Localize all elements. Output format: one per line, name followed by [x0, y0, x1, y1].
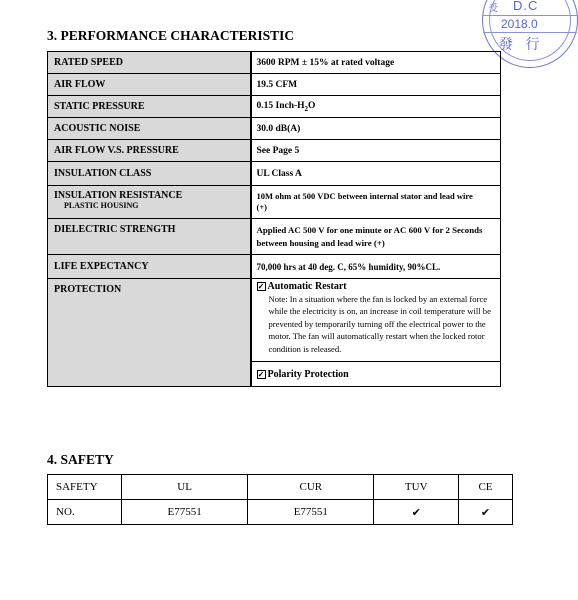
row-label	[48, 186, 251, 219]
table-row	[48, 96, 501, 118]
row-label: ACOUSTIC NOISE	[48, 118, 251, 140]
checkmark-icon: ✔	[374, 500, 459, 525]
safety-table	[47, 474, 513, 525]
row-label-text: INSULATION RESISTANCE	[54, 190, 183, 201]
table-row	[48, 186, 501, 219]
column-header: TUV	[374, 475, 459, 500]
stamp-text: D.C	[513, 0, 539, 13]
table-row	[48, 279, 501, 362]
table-row	[48, 140, 501, 162]
checkbox-checked-icon: ✓	[257, 369, 265, 379]
value-text: 0.15 Inch-H	[256, 100, 305, 111]
subscript: 2	[304, 104, 309, 113]
row-sublabel: PLASTIC HOUSING	[64, 201, 139, 210]
table-row	[48, 52, 501, 74]
column-header: SAFETY	[48, 475, 122, 500]
row-label: DIELECTRIC STRENGTH	[48, 219, 251, 255]
protection-polarity	[251, 362, 501, 387]
row-label: INSULATION CLASS	[48, 162, 251, 186]
checkbox-checked-icon: ✓	[257, 282, 265, 291]
table-row	[48, 118, 501, 140]
table-row	[48, 500, 513, 525]
auto-restart-note: Note: In a situation where the fan is locked by an external force while the electricity is on, an increase in coil temperature will be prevented by temporarily turning off the electrical power to the motor. The fan will automatically restart when the locked rotor condition is released.	[268, 294, 491, 354]
polarity-label: Polarity Protection	[267, 368, 349, 380]
stamp-issue-text: 發 行	[499, 37, 544, 53]
row-label: PROTECTION	[48, 279, 251, 387]
column-header: CE	[459, 475, 513, 500]
row-label: RATED SPEED	[48, 52, 251, 74]
table-row	[48, 255, 501, 279]
table-cell: NO.	[48, 500, 122, 525]
checkmark-icon: ✔	[459, 500, 513, 525]
stamp-corner-text: 受	[489, 4, 499, 14]
row-value: 30.0 dB(A)	[251, 118, 501, 140]
stamp-divider	[483, 15, 577, 16]
table-cell: E77551	[122, 500, 248, 525]
value-text: O	[308, 100, 316, 111]
row-label: AIR FLOW V.S. PRESSURE	[48, 140, 251, 162]
row-value: 70,000 hrs at 40 deg. C, 65% humidity, 90%CL.	[251, 255, 501, 279]
row-value: Applied AC 500 V for one minute or AC 600 V for 2 Seconds between housing and lead wire (+)	[251, 219, 501, 255]
row-value: 10M ohm at 500 VDC between internal stator and lead wire (+)	[251, 186, 501, 219]
section-heading-safety: 4. SAFETY	[47, 452, 114, 467]
auto-restart-title	[257, 281, 501, 292]
row-label: LIFE EXPECTANCY	[48, 255, 251, 279]
column-header: CUR	[248, 475, 374, 500]
row-value: See Page 5	[251, 140, 501, 162]
polarity-title	[257, 369, 501, 380]
row-label: STATIC PRESSURE	[48, 96, 251, 118]
protection-auto-restart	[251, 279, 501, 362]
stamp-divider	[483, 32, 577, 33]
row-value: 19.5 CFM	[251, 74, 501, 96]
table-cell: E77551	[248, 500, 374, 525]
row-value: 3600 RPM ± 15% at rated voltage	[251, 52, 501, 74]
table-row	[48, 219, 501, 255]
auto-restart-label: Automatic Restart	[267, 281, 347, 292]
row-label: AIR FLOW	[48, 74, 251, 96]
stamp-date: 2018.0	[501, 17, 538, 31]
column-header: UL	[122, 475, 248, 500]
row-value: UL Class A	[251, 162, 501, 186]
section-heading-performance: 3. PERFORMANCE CHARACTERISTIC	[47, 28, 295, 43]
table-header-row	[48, 475, 513, 500]
table-row	[48, 162, 501, 186]
row-value	[251, 96, 501, 118]
table-row	[48, 74, 501, 96]
performance-table	[47, 51, 501, 387]
